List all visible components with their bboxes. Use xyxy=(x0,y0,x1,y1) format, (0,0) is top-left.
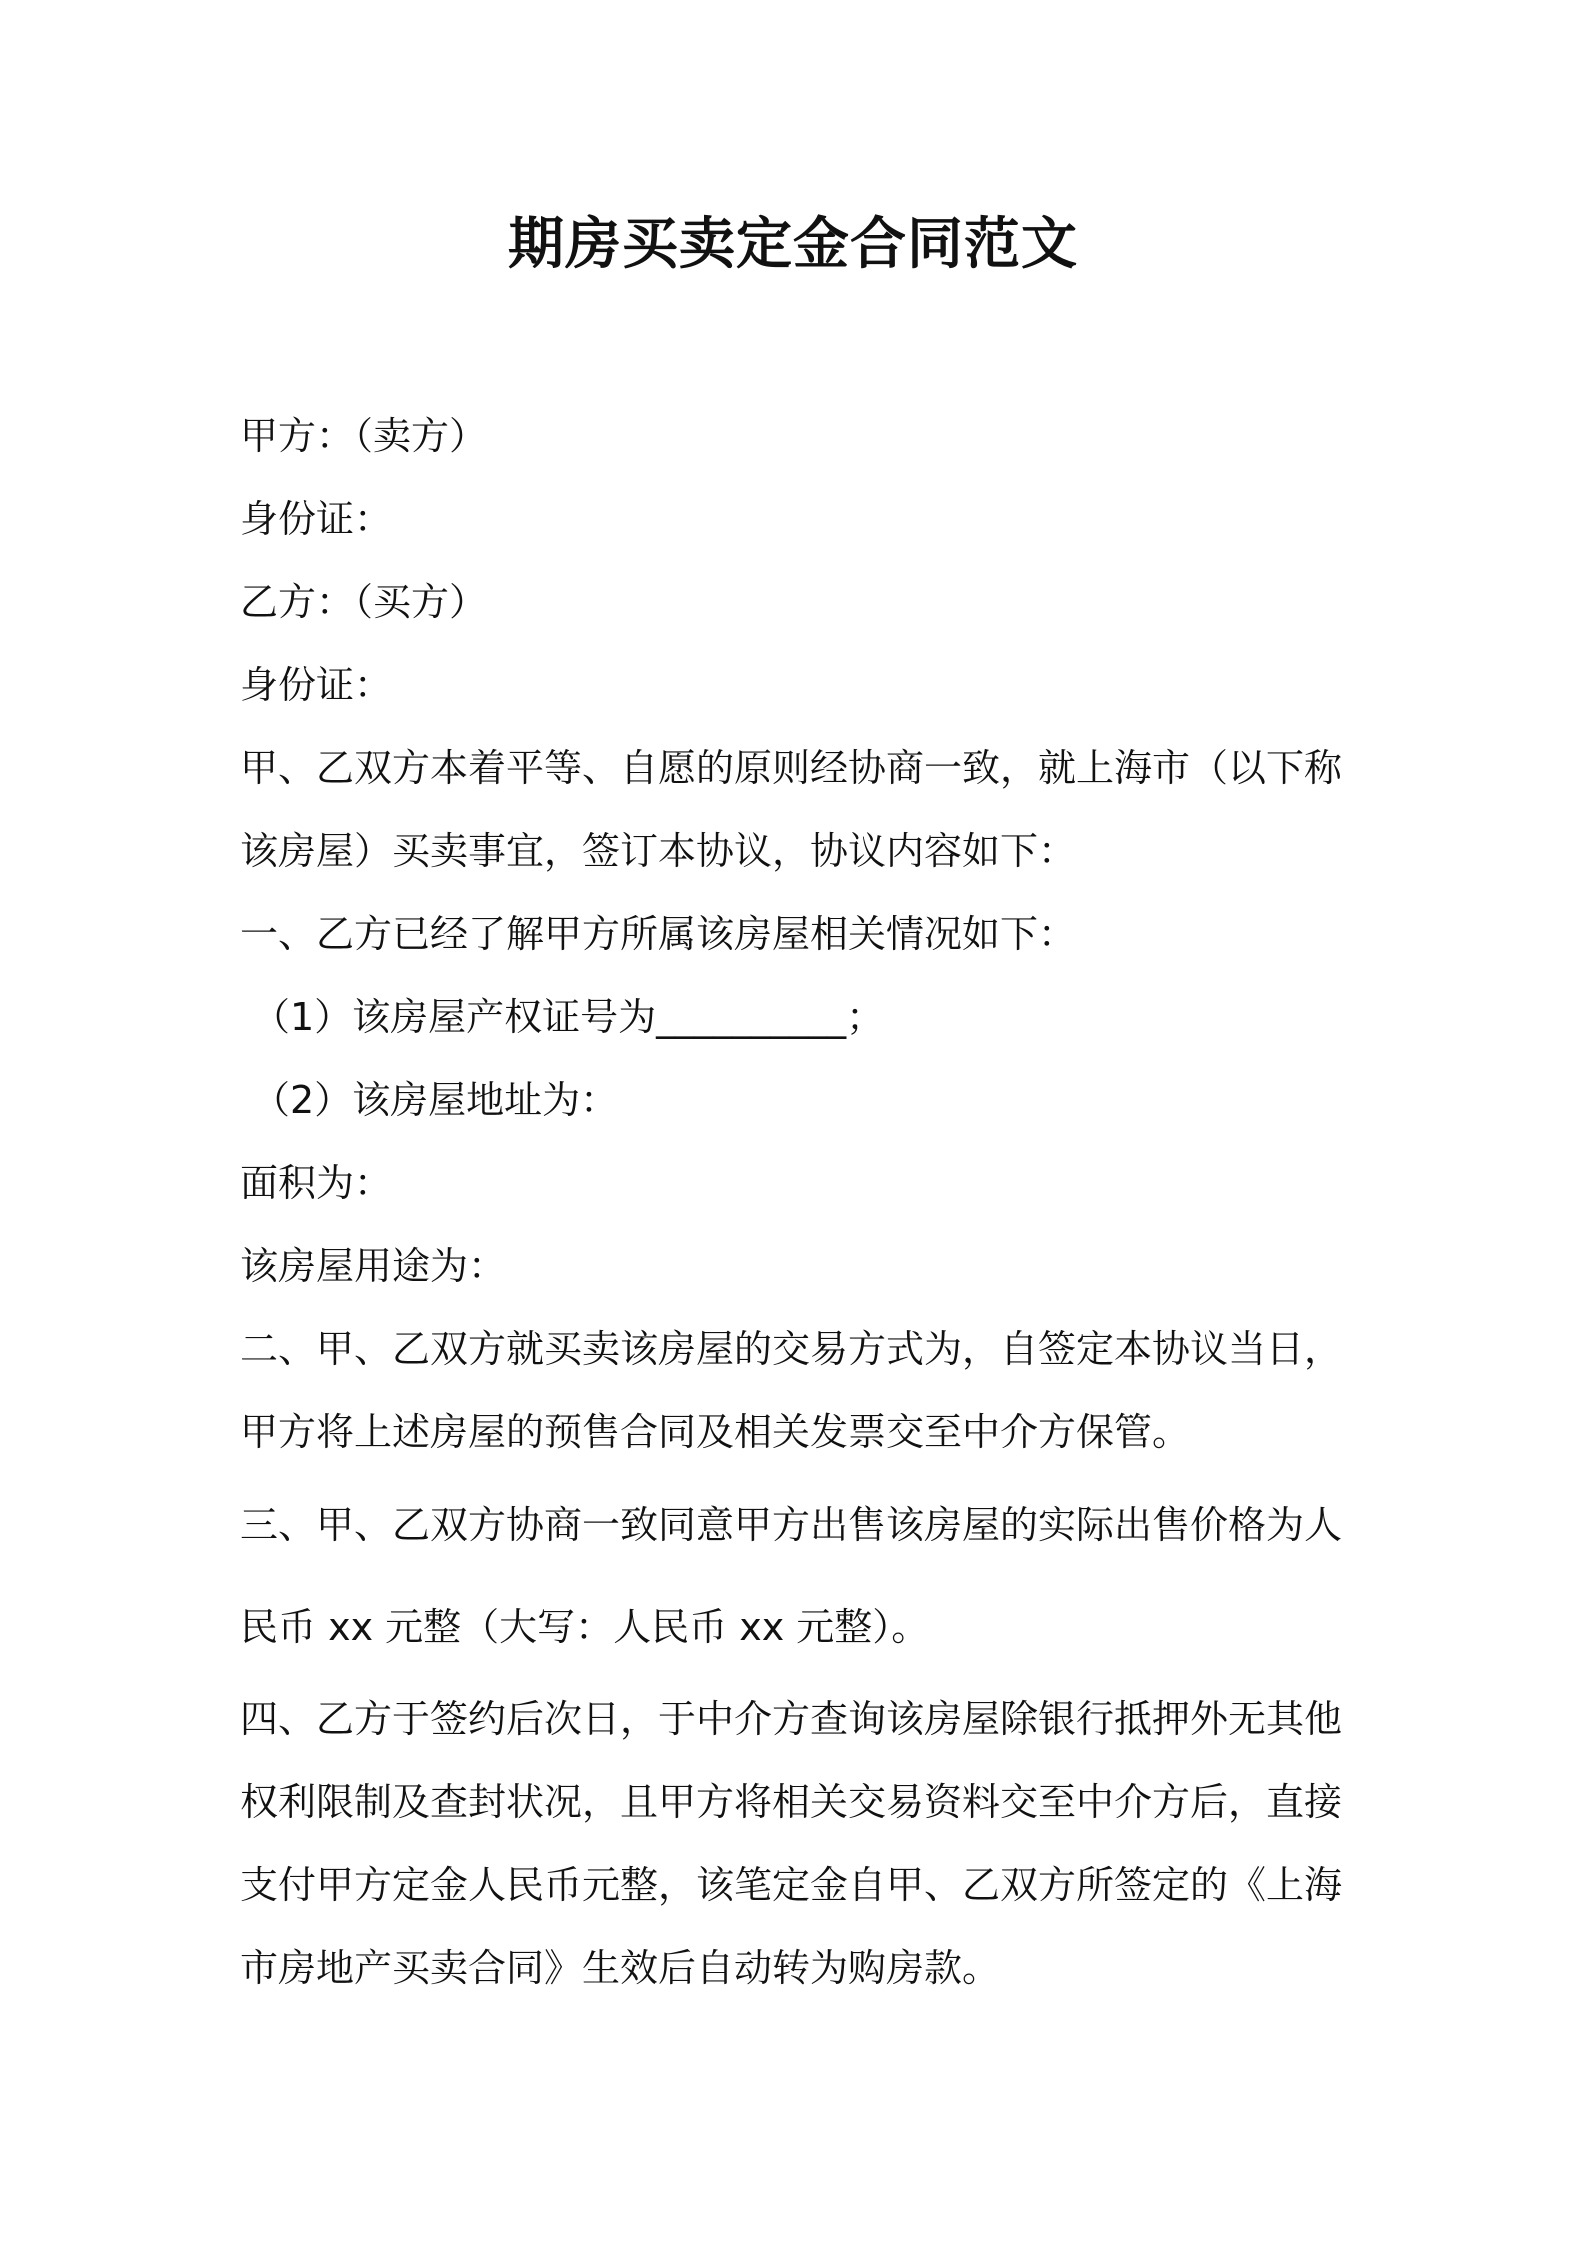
party-a-id-card: 身份证： xyxy=(240,497,393,541)
party-a-seller: 甲方：（卖方） xyxy=(240,414,488,458)
party-b-id-card: 身份证： xyxy=(240,663,393,707)
clause-1-item-2: （2）该房屋地址为： xyxy=(252,1078,619,1122)
clause-2-paragraph: 二、甲、乙双方就买卖该房屋的交易方式为，自签定本协议当日，甲方将上述房屋的预售合同及相关发票交至中介方保管。 xyxy=(240,1327,1343,1454)
clause-1-item-1: （1）该房屋产权证号为__________； xyxy=(252,995,885,1039)
document-title: 期房买卖定金合同范文 xyxy=(508,212,1078,277)
usage-field: 该房屋用途为： xyxy=(240,1244,507,1288)
area-field: 面积为： xyxy=(240,1161,393,1205)
clause-4-paragraph: 四、乙方于签约后次日，于中介方查询该房屋除银行抵押外无其他权利限制及查封状况，且甲方将相关交易资料交至中介方后，直接支付甲方定金人民币元整，该笔定金自甲、乙双方所签定的《上海市房地产买卖合同》生效后自动转为购房款。 xyxy=(240,1697,1343,1990)
document-body xyxy=(240,395,1360,2010)
clause-1-heading: 一、乙方已经了解甲方所属该房屋相关情况如下： xyxy=(240,912,1077,956)
preamble-paragraph: 甲、乙双方本着平等、自愿的原则经协商一致，就上海市（以下称该房屋）买卖事宜，签订本协议，协议内容如下： xyxy=(240,746,1343,873)
party-b-buyer: 乙方：（买方） xyxy=(240,580,488,624)
clause-3-paragraph: 三、甲、乙双方协商一致同意甲方出售该房屋的实际出售价格为人民币 xx 元整（大写：人民币 xx 元整）。 xyxy=(240,1503,1343,1649)
